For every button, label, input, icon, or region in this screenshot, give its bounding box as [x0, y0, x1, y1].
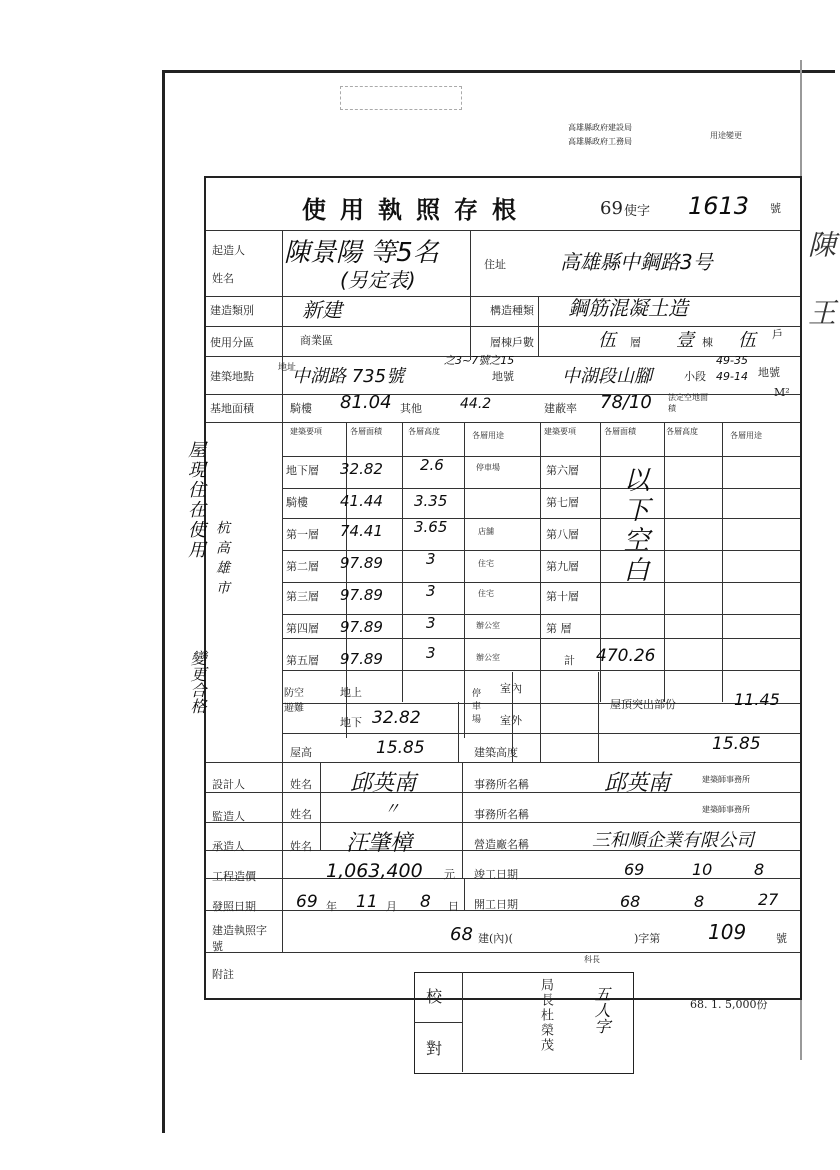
row-area: 97.89 — [340, 618, 383, 636]
completion-day: 8 — [754, 860, 765, 879]
row-area: 32.82 — [340, 460, 383, 478]
floors-unit: 層 — [630, 336, 641, 349]
row-use: 住宅 — [478, 589, 494, 598]
col-header-height-r: 各層高度 — [666, 427, 698, 436]
site-lot-suffix: 地號 — [758, 366, 780, 379]
structure-label: 構造種類 — [490, 304, 534, 317]
row-label: 第八層 — [546, 528, 579, 541]
check-c1: 校 — [426, 987, 443, 1006]
row-use: 停車場 — [476, 463, 500, 472]
permit-number: 1613 — [688, 192, 750, 220]
issue-y: 年 — [326, 900, 337, 913]
supervisor-office-suffix: 建築師事務所 — [702, 805, 750, 814]
units-unit: 戶 — [772, 328, 783, 341]
issue-d: 日 — [448, 900, 459, 913]
permit-suffix: 號 — [770, 202, 781, 215]
units-value: 伍 — [738, 330, 756, 351]
floors-label: 層棟戶數 — [490, 336, 534, 349]
construction-paren: )字第 — [634, 932, 661, 945]
arcade-value: 81.04 — [340, 392, 392, 413]
row-use: 辦公室 — [476, 621, 500, 630]
check-c2: 對 — [426, 1039, 443, 1058]
col-header-use-r: 各層用途 — [730, 431, 762, 440]
contractor-label: 承造人 — [212, 840, 245, 853]
owner-label-top: 起造人 — [212, 244, 245, 257]
designer-office-suffix: 建築師事務所 — [702, 775, 750, 784]
col-header-area-r: 各層面積 — [604, 427, 636, 436]
unit-m2-base: M² — [774, 386, 790, 399]
owner-label-bottom: 姓名 — [212, 272, 234, 285]
supervisor-label: 監造人 — [212, 810, 245, 823]
issue-year: 69 — [296, 892, 318, 912]
row-label: 第四層 — [286, 622, 319, 635]
coverage-label: 建蔽率 — [544, 402, 577, 415]
site-lot-no2: 49-14 — [716, 370, 748, 383]
row-area: 97.89 — [340, 650, 383, 668]
site-lot-label: 地號 — [492, 370, 514, 383]
row-label: 第五層 — [286, 654, 319, 667]
roof-label: 屋頂突出部份 — [610, 698, 676, 711]
row-label: 第 層 — [546, 622, 572, 635]
permit-char: 使字 — [624, 204, 651, 219]
coverage-value: 78/10 — [600, 392, 652, 413]
row-area: 97.89 — [340, 586, 383, 604]
row-height: 3 — [426, 550, 436, 568]
side-note-1: 屋現住在使用 — [185, 440, 206, 560]
total-area: 470.26 — [596, 646, 656, 666]
zone-label: 使用分區 — [210, 336, 254, 349]
issue-label: 發照日期 — [212, 900, 256, 913]
contractor-name: 汪肇樟 — [346, 831, 413, 856]
cost-value: 1,063,400 — [326, 860, 423, 882]
site-lot: 中湖段山腳 — [562, 366, 652, 387]
row-label: 計 — [564, 654, 575, 667]
row-height: 3.65 — [414, 518, 448, 536]
col-header-use: 各層用途 — [472, 431, 504, 440]
start-month: 8 — [694, 892, 705, 911]
designer-office-label: 事務所名稱 — [474, 778, 529, 791]
cost-unit: 元 — [444, 868, 455, 881]
director-seal: 局長杜榮茂 — [538, 978, 553, 1053]
row-label: 第一層 — [286, 528, 319, 541]
floors-value: 伍 — [598, 330, 616, 351]
other-label: 其他 — [400, 402, 422, 415]
row-area: 74.41 — [340, 522, 383, 540]
legal-label: 法定空地面積 — [668, 393, 708, 413]
construction-suffix: 號 — [776, 932, 787, 945]
zone-value: 商業區 — [300, 334, 333, 347]
row-label: 第六層 — [546, 464, 579, 477]
category-value: 新建 — [302, 298, 342, 322]
row-label: 第三層 — [286, 590, 319, 603]
right-margin-text: 陳王 — [804, 230, 837, 366]
row-height: 3 — [426, 582, 436, 600]
form-title: 使用執照存根 — [302, 195, 530, 224]
shelter-below: 地下 — [340, 716, 362, 729]
contractor-firm: 三和順企業有限公司 — [592, 830, 754, 851]
completion-year: 69 — [624, 860, 645, 879]
row-height: 3 — [426, 644, 436, 662]
bldg-unit: 棟 — [702, 336, 713, 349]
address-label: 住址 — [484, 258, 506, 271]
remarks-label: 附註 — [212, 968, 234, 981]
base-area-label: 基地面積 — [210, 402, 254, 415]
parking-inside: 室內 — [500, 682, 522, 695]
row-label: 第九層 — [546, 560, 579, 573]
contractor-name-label: 姓名 — [290, 840, 312, 853]
row-label: 地下層 — [286, 464, 319, 477]
col-header-height: 各層高度 — [408, 427, 440, 436]
site-addr-label: 地址 — [278, 363, 297, 373]
row-label: 第七層 — [546, 496, 579, 509]
parking-outside: 室外 — [500, 714, 522, 727]
supervisor-office-label: 事務所名稱 — [474, 808, 529, 821]
bldg-value: 壹 — [676, 330, 694, 351]
construction-number: 109 — [708, 920, 747, 944]
side-note-3: 變更合格 — [188, 650, 207, 714]
completion-month: 10 — [692, 860, 713, 879]
site-addr-note: 之3~7號之15 — [444, 354, 515, 367]
check-signature: 五人字 — [592, 986, 611, 1034]
designer-name: 邱英南 — [350, 771, 417, 796]
col-header-item: 建築要項 — [290, 427, 322, 436]
completion-label: 竣工日期 — [474, 868, 518, 881]
contractor-firm-label: 營造廠名稱 — [474, 838, 529, 851]
shelter-above: 地上 — [340, 686, 362, 699]
row-label: 騎樓 — [286, 496, 308, 509]
parking-label: 停車場 — [472, 689, 482, 725]
row-use: 住宅 — [478, 559, 494, 568]
col-header-item-r: 建築要項 — [544, 427, 576, 436]
construction-mid: 建(內)( — [478, 932, 513, 945]
arcade-label: 騎樓 — [290, 402, 312, 415]
section-chief-seal: 科長 — [584, 955, 600, 964]
issue-month: 11 — [356, 892, 378, 912]
header-stamp-line1: 高雄縣政府建設局 — [568, 123, 632, 132]
owner-name2: (另定表) — [340, 268, 416, 292]
side-note-2: 杭高雄市 — [214, 520, 230, 600]
header-stamp-tag: 用途變更 — [710, 131, 742, 140]
house-height-value: 15.85 — [376, 738, 425, 758]
footer-note: 68. 1. 5,000份 — [690, 998, 768, 1011]
header-stamp-line2: 高雄縣政府工務局 — [568, 137, 632, 146]
shelter-below-area: 32.82 — [372, 708, 421, 728]
cost-label: 工程造價 — [212, 870, 256, 883]
house-height-label: 屋高 — [290, 746, 312, 759]
row-label: 第十層 — [546, 590, 579, 603]
designer-label: 設計人 — [212, 778, 245, 791]
start-year: 68 — [620, 892, 641, 911]
supervisor-name: 〃 — [384, 799, 401, 818]
row-height: 3 — [426, 614, 436, 632]
category-label: 建造類別 — [210, 304, 254, 317]
permit-year: 69 — [600, 198, 623, 219]
row-area: 41.44 — [340, 492, 383, 510]
top-stamp-faint — [340, 86, 462, 110]
row-area: 97.89 — [340, 554, 383, 572]
site-lot-no1: 49-35 — [716, 354, 748, 367]
other-value: 44.2 — [460, 396, 492, 412]
structure-value: 鋼筋混凝土造 — [568, 296, 688, 320]
right-overlay-note: 以下空白 — [619, 466, 649, 586]
row-use: 辦公室 — [476, 653, 500, 662]
construction-permit-label: 建造執照字號 — [212, 924, 267, 953]
start-label: 開工日期 — [474, 898, 518, 911]
designer-office: 邱英南 — [604, 771, 671, 796]
construction-prefix: 68 — [450, 924, 473, 945]
issue-day: 8 — [420, 892, 431, 912]
shelter-label: 防空避難 — [284, 688, 304, 714]
row-use: 店舖 — [478, 527, 494, 536]
site-small-section: 小段 — [684, 370, 706, 383]
start-day: 27 — [758, 890, 779, 909]
row-height: 3.35 — [414, 492, 448, 510]
designer-name-label: 姓名 — [290, 778, 312, 791]
roof-value: 11.45 — [734, 690, 780, 709]
site-addr: 中湖路 735號 — [292, 366, 405, 387]
building-height-label: 建築高度 — [474, 746, 518, 759]
row-label: 第二層 — [286, 560, 319, 573]
owner-name: 陳景陽 等5名 — [284, 238, 439, 268]
col-header-area: 各層面積 — [350, 427, 382, 436]
site-label: 建築地點 — [210, 370, 254, 383]
address-value: 高雄縣中鋼路3号 — [560, 250, 713, 274]
building-height-value: 15.85 — [712, 734, 761, 754]
supervisor-name-label: 姓名 — [290, 808, 312, 821]
row-height: 2.6 — [420, 456, 444, 474]
issue-m: 月 — [386, 900, 397, 913]
